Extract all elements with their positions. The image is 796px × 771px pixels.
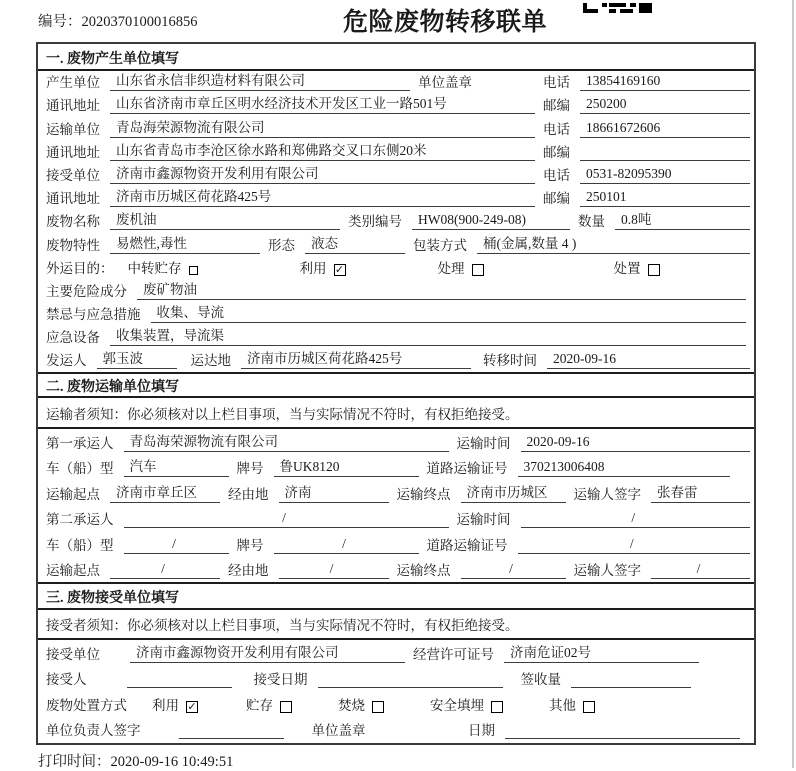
waste-name-value: 废机油 (110, 208, 340, 230)
field-label: 电话 (543, 121, 570, 137)
road-permit-value: 370213006408 (518, 459, 731, 477)
via-value: 济南 (279, 481, 389, 503)
seal-date-value (505, 724, 740, 739)
vehicle-type-2-row (38, 531, 754, 557)
received-quantity-value (571, 673, 691, 688)
receiver-postcode-value: 250101 (580, 189, 750, 207)
waste-form-value: 液态 (305, 232, 405, 254)
purpose-option-transfer-storage (128, 257, 198, 277)
field-label: 禁忌与应急措施 (46, 307, 141, 323)
producer-unit-value: 山东省永信非织造材料有限公司 (110, 69, 410, 91)
waste-property-row (38, 233, 754, 256)
field-label: 电话 (543, 75, 570, 91)
license-number-value: 济南危证02号 (504, 641, 699, 663)
emergency-equipment-value: 收集装置，导流渠 (110, 324, 746, 346)
transfer-date-value: 2020-09-16 (547, 351, 750, 369)
disposal-option-storage (246, 694, 292, 714)
accept-unit-row (38, 640, 754, 666)
print-time-label: 打印时间： (38, 754, 111, 770)
responsible-signature-value (179, 724, 284, 739)
field-label: 运输终点 (396, 486, 451, 502)
first-carrier-value: 青岛海荣源物流有限公司 (124, 430, 449, 452)
form-title: 危险废物转移联单 (342, 9, 548, 36)
checkbox-label: 处理 (437, 260, 465, 276)
checkbox-label: 安全填埋 (430, 697, 484, 713)
second-carrier-row (38, 506, 754, 532)
disposal-method-row (38, 691, 754, 717)
checkbox-label: 中转贮存 (127, 260, 182, 276)
second-carrier-value: / (124, 510, 449, 528)
field-label: 经由地 (228, 563, 269, 579)
checkbox-label: 其他 (549, 697, 576, 713)
plate-number-value: 鲁UK8120 (274, 455, 419, 477)
packaging-value: 桶(金属,数量 4 ) (477, 232, 750, 254)
unit-seal-label: 单位盖章 (311, 723, 366, 739)
disposal-option-incinerate (338, 694, 384, 714)
field-label: 运输起点 (46, 563, 100, 579)
field-label: 类别编号 (348, 214, 402, 230)
carrier-signature-value: 张春雷 (651, 481, 750, 503)
contraindication-row (38, 303, 754, 326)
receiver-phone-value: 0531-82095390 (580, 166, 750, 184)
via-2-value: / (279, 561, 389, 579)
checkbox-label: 利用 (152, 697, 179, 713)
field-label: 道路运输证号 (426, 537, 508, 553)
destination-value: 济南市历城区荷花路425号 (241, 347, 471, 369)
field-label: 道路运输证号 (426, 461, 508, 477)
page-right-edge (792, 0, 794, 768)
serial-number (38, 10, 198, 31)
checkbox (280, 701, 292, 713)
checkbox (472, 264, 484, 276)
waste-quantity-value: 0.8吨 (615, 208, 750, 230)
field-label: 接受日期 (253, 672, 308, 688)
field-label: 接受单位 (46, 167, 100, 183)
disposal-option-other (549, 694, 595, 714)
print-time-value: 2020-09-16 10:49:51 (110, 754, 234, 770)
field-label: 发运人 (46, 353, 87, 369)
plate-number-2-value: / (274, 536, 419, 554)
checkbox (648, 264, 660, 276)
vehicle-type-row (38, 455, 754, 481)
field-label: 邮编 (543, 144, 570, 160)
waste-property-value: 易燃性,毒性 (110, 232, 260, 254)
responsible-signature-row (38, 717, 754, 743)
checkbox (372, 701, 384, 713)
field-label: 运输时间 (456, 435, 511, 451)
field-label: 牌号 (236, 537, 264, 553)
transport-time-2-value: / (521, 510, 751, 528)
qr-code-fragment (583, 0, 656, 10)
accept-person-row (38, 666, 754, 692)
field-label: 日期 (468, 723, 495, 739)
hazard-component-value: 废矿物油 (137, 278, 746, 300)
disposal-option-utilize (152, 694, 198, 714)
contraindication-value: 收集、导流 (151, 301, 747, 323)
field-label: 运输人签字 (573, 563, 641, 579)
transport-postcode-value (580, 146, 750, 161)
carrier-signature-2-value: / (651, 561, 750, 579)
unit-seal-label: 单位盖章 (418, 75, 472, 91)
checkbox (491, 701, 503, 713)
vehicle-type-value: 汽车 (124, 455, 229, 477)
field-label: 主要危险成分 (46, 283, 127, 299)
checkbox-label: 贮存 (246, 697, 273, 713)
outbound-purpose-row (38, 257, 754, 280)
accept-person-value (127, 673, 232, 688)
waste-category-code-value: HW08(900-249-08) (412, 212, 570, 230)
field-label: 通讯地址 (46, 191, 100, 207)
field-label: 数量 (578, 214, 605, 230)
field-label: 邮编 (543, 98, 570, 114)
endpoint-value: 济南市历城区 (461, 481, 566, 503)
transport-time-value: 2020-09-16 (521, 434, 751, 452)
field-label: 车（船）型 (46, 461, 114, 477)
field-label: 接受人 (46, 672, 87, 688)
purpose-option-dispose (614, 257, 660, 277)
section-1-header: 一. 废物产生单位填写 (38, 44, 754, 71)
field-label: 外运目的： (46, 260, 114, 276)
field-label: 应急设备 (46, 330, 100, 346)
field-label: 第一承运人 (46, 435, 114, 451)
checkbox (189, 266, 198, 275)
field-label: 运输终点 (396, 563, 451, 579)
vehicle-type-2-value: / (124, 536, 229, 554)
transfer-manifest-form (36, 42, 756, 745)
field-label: 运输单位 (46, 121, 100, 137)
producer-address-value: 山东省济南市章丘区明水经济技术开发区工业一路501号 (110, 92, 535, 114)
producer-postcode-value: 250200 (580, 96, 750, 114)
waste-name-row (38, 210, 754, 233)
field-label: 经营许可证号 (413, 646, 494, 662)
producer-phone-value: 13854169160 (580, 73, 750, 91)
receiver-unit-row (38, 164, 754, 187)
section-2-header: 二. 废物运输单位填写 (38, 372, 754, 398)
field-label: 产生单位 (46, 75, 100, 91)
field-label: 运达地 (190, 353, 231, 369)
endpoint-2-value: / (461, 561, 566, 579)
field-label: 邮编 (543, 191, 570, 207)
checkbox (583, 701, 595, 713)
checkbox: ✓ (187, 700, 197, 714)
purpose-option-utilize (300, 257, 346, 277)
purpose-option-treat (438, 257, 484, 277)
field-label: 接受单位 (46, 646, 100, 662)
field-label: 废物特性 (46, 237, 100, 253)
checkbox: ✓ (334, 263, 345, 277)
first-carrier-row (38, 429, 754, 455)
consignor-row (38, 349, 754, 372)
transporter-notice: 运输者须知：你必须核对以上栏目事项，当与实际情况不符时，有权拒绝接受。 (38, 398, 754, 429)
checkbox-label: 利用 (299, 260, 327, 276)
receiver-address-row (38, 187, 754, 210)
transport-address-row (38, 141, 754, 164)
field-label: 车（船）型 (46, 537, 114, 553)
consignor-value: 郭玉波 (97, 347, 177, 369)
transport-unit-value: 青岛海荣源物流有限公司 (110, 116, 535, 138)
field-label: 转移时间 (483, 353, 537, 369)
producer-address-row (38, 94, 754, 117)
checkbox-label: 处置 (613, 260, 641, 276)
field-label: 电话 (543, 167, 570, 183)
disposal-option-landfill (430, 694, 503, 714)
serial-label: 编号： (38, 14, 82, 30)
field-label: 牌号 (236, 461, 264, 477)
transport-phone-value: 18661672606 (580, 120, 750, 138)
section-3-header: 三. 废物接受单位填写 (38, 582, 754, 610)
transport-address-value: 山东省青岛市李沧区徐水路和郑佛路交叉口东侧20米 (110, 139, 535, 161)
checkbox-label: 焚烧 (338, 697, 365, 713)
field-label: 废物处置方式 (46, 697, 127, 713)
field-label: 通讯地址 (46, 144, 100, 160)
origin-2-value: / (110, 561, 220, 579)
field-label: 单位负责人签字 (46, 723, 141, 739)
field-label: 签收量 (520, 672, 561, 688)
field-label: 包装方式 (413, 237, 467, 253)
accept-date-value (318, 673, 503, 688)
route-row (38, 480, 754, 506)
field-label: 通讯地址 (46, 98, 100, 114)
field-label: 形态 (268, 237, 295, 253)
field-label: 运输时间 (456, 512, 511, 528)
transport-unit-row (38, 117, 754, 140)
field-label: 经由地 (228, 486, 269, 502)
origin-value: 济南市章丘区 (110, 481, 220, 503)
receiver-unit-value: 济南市鑫源物资开发利用有限公司 (110, 162, 535, 184)
field-label: 第二承运人 (46, 512, 114, 528)
route-2-row (38, 557, 754, 583)
serial-value: 2020370100016856 (81, 14, 198, 30)
field-label: 运输起点 (46, 486, 100, 502)
receiver-address-value: 济南市历城区荷花路425号 (110, 185, 535, 207)
hazard-component-row (38, 280, 754, 303)
receiver-notice: 接受者须知：你必须核对以上栏目事项，当与实际情况不符时，有权拒绝接受。 (38, 610, 754, 640)
producer-unit-row (38, 71, 754, 94)
accept-unit-value: 济南市鑫源物资开发利用有限公司 (130, 641, 405, 663)
emergency-equipment-row (38, 326, 754, 349)
field-label: 废物名称 (46, 214, 100, 230)
road-permit-2-value: / (518, 536, 751, 554)
field-label: 运输人签字 (573, 486, 641, 502)
